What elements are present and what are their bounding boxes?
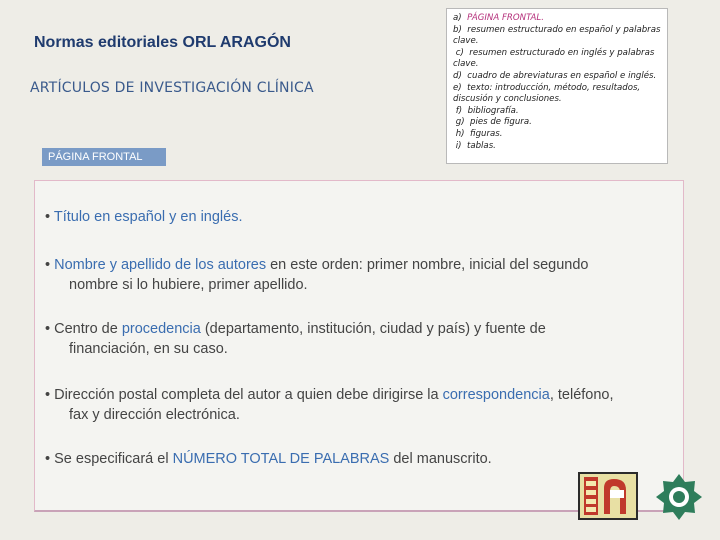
bullet-icon: •	[45, 257, 51, 273]
contents-item-g: g) pies de figura.	[455, 117, 532, 128]
contents-item-e: e) texto: introducción, método, resultados, discusión y conclusiones.	[453, 82, 641, 105]
requirements-panel	[34, 180, 684, 512]
contents-item-f: f) bibliografía.	[455, 105, 519, 116]
society-crest-logo	[578, 472, 638, 520]
bullet-icon: •	[45, 387, 51, 403]
highlight-origin: procedencia	[121, 321, 201, 337]
contents-item-i: i) tablas.	[455, 140, 496, 151]
contents-item-h: h) figuras.	[455, 128, 503, 139]
contents-list	[446, 8, 668, 164]
star-emblem-logo	[654, 472, 704, 522]
bullet-origin-requirement: • Centro de procedencia (departamento, institución, ciudad y país) y fuente de financiación, en su caso.	[45, 321, 546, 357]
bullet-icon: •	[45, 321, 51, 337]
highlight-authors: Nombre y apellido de los autores	[54, 257, 267, 273]
document-subtitle: ARTÍCULOS DE INVESTIGACIÓN CLÍNICA	[30, 80, 314, 96]
highlight-word-count: NÚMERO TOTAL DE PALABRAS	[172, 451, 390, 467]
bullet-icon: •	[45, 209, 51, 225]
bullet-correspondence-requirement: • Dirección postal completa del autor a quien debe dirigirse la correspondencia, teléfono, fax y dirección electrónica.	[45, 387, 614, 423]
bullet-word-count-requirement: • Se especificará el NÚMERO TOTAL DE PALABRAS del manuscrito.	[45, 451, 492, 467]
contents-item-a: a) PÁGINA FRONTAL.	[453, 13, 544, 23]
contents-item-d: d) cuadro de abreviaturas en español e inglés.	[453, 70, 657, 81]
section-tag: PÁGINA FRONTAL	[42, 148, 166, 166]
bullet-authors-requirement: • Nombre y apellido de los autores en este orden: primer nombre, inicial del segundo nombre si lo hubiere, primer apellido.	[45, 257, 589, 293]
contents-item-c: c) resumen estructurado en inglés y palabras clave.	[453, 47, 655, 70]
document-title: Normas editoriales ORL ARAGÓN	[34, 34, 291, 51]
highlight-correspondence: correspondencia	[442, 387, 550, 403]
contents-item-b: b) resumen estructurado en español y palabras clave.	[453, 24, 661, 47]
bullet-icon: •	[45, 451, 51, 467]
bullet-title-requirement: • Título en español y en inglés.	[45, 209, 243, 225]
